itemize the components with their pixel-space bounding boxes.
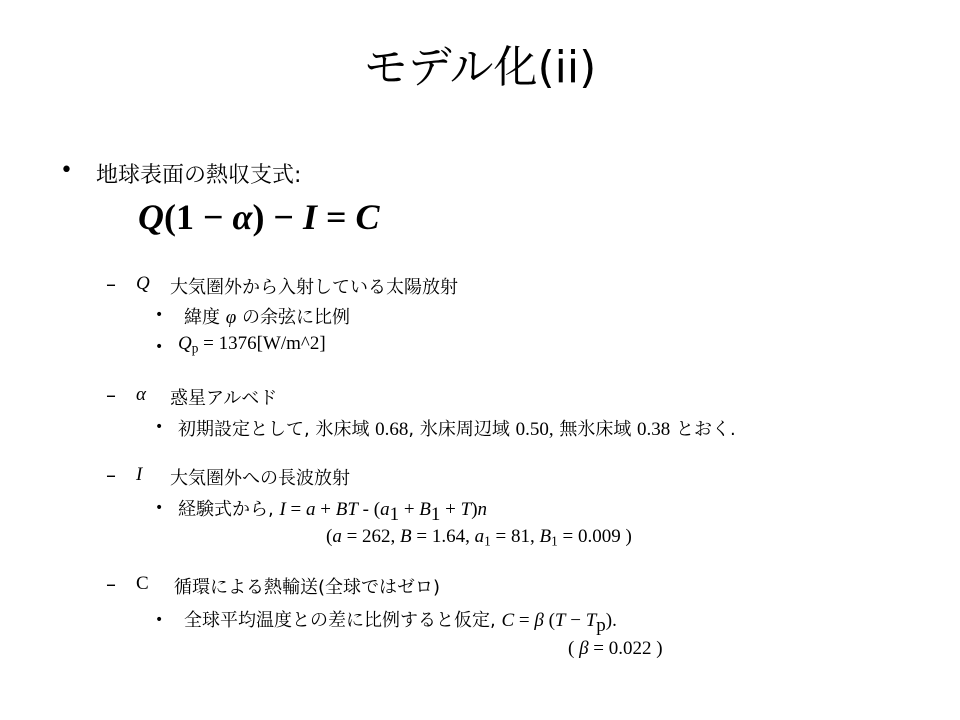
eq-equals: = xyxy=(316,197,356,237)
beta-symbol: β xyxy=(579,638,589,659)
slide-title: モデル化(ii) xyxy=(363,42,597,93)
transport-Tp-sub: p xyxy=(596,614,606,636)
eq-Q: Q xyxy=(138,197,164,237)
transport-eq: = xyxy=(514,610,535,631)
phi-symbol: φ xyxy=(225,307,237,328)
section-label-Q: 大気圏外から入射している太陽放射 xyxy=(170,277,458,298)
dot-marker: • xyxy=(155,500,164,516)
param-a1-sub: 1 xyxy=(484,533,491,549)
param-B1-sub: 1 xyxy=(551,533,558,549)
eq-close: ) − xyxy=(252,197,303,237)
heat-balance-equation xyxy=(138,196,380,238)
transport-T: T xyxy=(554,610,566,631)
olr-sub2: 1 xyxy=(430,503,441,525)
dot-marker: • xyxy=(155,419,164,435)
albedo-text-c: , 氷床周辺域 xyxy=(408,419,516,440)
main-bullet-text: 地球表面の熱収支式: xyxy=(96,163,302,188)
section-symbol-alpha: α xyxy=(136,384,146,405)
param-a1: a xyxy=(474,526,485,547)
olr-BT: BT xyxy=(335,499,358,520)
olr-plus: + xyxy=(315,499,336,520)
albedo-text-a: 初期設定として, 氷床域 xyxy=(178,419,376,440)
transport-open: ( xyxy=(543,610,555,631)
param-a-value: = 262, xyxy=(341,526,401,547)
param-B1-value: = 0.009 ) xyxy=(557,526,632,547)
param-B-value: = 1.64, xyxy=(411,526,475,547)
item-transport xyxy=(184,606,617,636)
olr-pre: 経験式から, xyxy=(178,499,280,520)
olr-I: I xyxy=(279,499,286,520)
section-symbol-I: I xyxy=(136,464,143,485)
olr-plus3: + xyxy=(440,499,461,520)
dash-marker: – xyxy=(106,572,116,596)
beta-parameter xyxy=(568,638,663,660)
albedo-free: 0.38 xyxy=(637,419,671,440)
dot-marker: • xyxy=(155,307,164,323)
dash-marker: – xyxy=(106,463,116,487)
param-a1-value: = 81, xyxy=(490,526,540,547)
olr-a: a xyxy=(306,499,316,520)
param-B1: B xyxy=(539,526,552,547)
olr-T: T xyxy=(460,499,472,520)
albedo-text-e: 無氷床域 xyxy=(553,419,638,440)
item-latitude-post: の余弦に比例 xyxy=(241,307,350,328)
beta-value: = 0.022 ) xyxy=(588,638,663,659)
transport-minus: − xyxy=(565,610,586,631)
transport-beta: β xyxy=(534,610,544,631)
dot-marker: • xyxy=(155,339,164,355)
dash-marker: – xyxy=(106,383,116,407)
olr-n: n xyxy=(477,499,488,520)
eq-minus: − xyxy=(194,197,233,237)
transport-C: C xyxy=(501,610,515,631)
dash-marker: – xyxy=(106,272,116,296)
section-label-alpha: 惑星アルベド xyxy=(170,388,278,409)
olr-parameters xyxy=(326,526,632,548)
dot-marker: • xyxy=(155,612,164,628)
section-symbol-C: C xyxy=(136,573,149,594)
olr-B1: B xyxy=(419,499,431,520)
transport-Tp: T xyxy=(585,610,597,631)
param-a: a xyxy=(332,526,342,547)
eq-I: I xyxy=(302,197,317,237)
item-latitude-pre: 緯度 xyxy=(184,307,220,328)
item-Qp xyxy=(178,333,326,355)
olr-sub1: 1 xyxy=(389,503,400,525)
Qp-symbol: Q xyxy=(178,333,192,354)
Qp-value: = 1376[W/m^2] xyxy=(198,333,326,354)
transport-pre: 全球平均温度との差に比例すると仮定, xyxy=(184,610,502,631)
item-albedo xyxy=(178,415,736,441)
item-latitude xyxy=(184,303,350,329)
section-symbol-Q: Q xyxy=(136,273,150,294)
olr-close: ) xyxy=(471,499,478,520)
transport-close: ). xyxy=(605,610,617,631)
albedo-ice: 0.68 xyxy=(375,419,409,440)
param-B: B xyxy=(400,526,412,547)
section-label-I: 大気圏外への長波放射 xyxy=(170,468,350,489)
olr-a1: a xyxy=(380,499,390,520)
item-olr-formula xyxy=(178,495,488,525)
section-label-C: 循環による熱輸送(全球ではゼロ) xyxy=(174,577,441,598)
eq-alpha: α xyxy=(232,197,253,237)
beta-open: ( xyxy=(568,638,580,659)
albedo-text-g: とおく. xyxy=(670,419,736,440)
bullet-marker: • xyxy=(60,158,73,183)
Qp-subscript: p xyxy=(191,340,199,356)
olr-eq: = xyxy=(285,499,306,520)
olr-minus-open: - ( xyxy=(357,499,381,520)
eq-C: C xyxy=(355,197,380,237)
param-open: ( xyxy=(326,526,333,547)
eq-paren-one: (1 xyxy=(164,197,194,237)
albedo-edge: 0.50, xyxy=(515,419,554,440)
olr-plus2: + xyxy=(399,499,420,520)
